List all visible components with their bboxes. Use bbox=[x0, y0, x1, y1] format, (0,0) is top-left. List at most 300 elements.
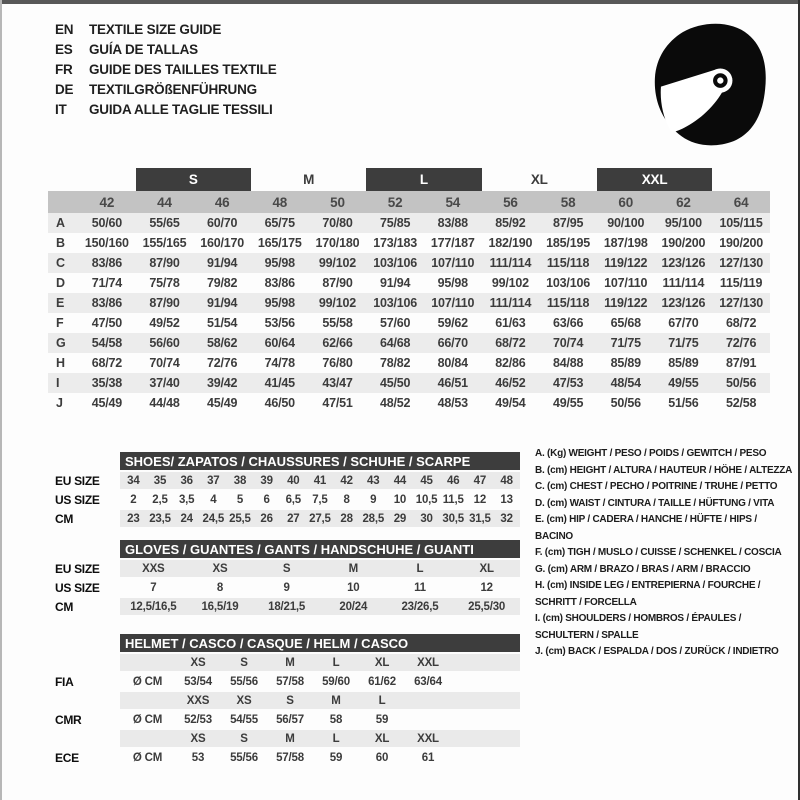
table-cell bbox=[451, 749, 520, 766]
table-row bbox=[48, 673, 520, 690]
language-code: DE bbox=[55, 82, 74, 97]
table-cell: 105/115 bbox=[719, 216, 763, 230]
table-cell: 48/52 bbox=[379, 396, 411, 410]
table-cell: 48/54 bbox=[610, 376, 641, 390]
table-cell: 9 bbox=[283, 581, 290, 594]
table-cell: 84/88 bbox=[552, 356, 584, 370]
table-cell: 58/62 bbox=[207, 336, 238, 350]
table-cell: 66/70 bbox=[437, 336, 468, 350]
language-row-de bbox=[55, 80, 277, 100]
table-cell: 11,5 bbox=[442, 493, 464, 506]
table-cell: 10 bbox=[347, 581, 360, 594]
table-cell: 53 bbox=[191, 751, 205, 764]
table-cell: 99/102 bbox=[491, 276, 529, 290]
table-cell: 103/106 bbox=[546, 276, 590, 290]
table-cell: 58 bbox=[329, 713, 343, 726]
table-cell: 70/74 bbox=[552, 336, 584, 350]
table-cell: 55/56 bbox=[230, 751, 258, 764]
table-cell: 103/106 bbox=[373, 256, 417, 270]
table-cell: 68/72 bbox=[495, 336, 526, 350]
table-cell: L bbox=[366, 168, 481, 191]
table-cell: 45/49 bbox=[91, 396, 122, 410]
table-cell: 32 bbox=[493, 510, 520, 527]
table-cell: XS bbox=[175, 730, 221, 747]
table-cell: 41/45 bbox=[264, 376, 295, 390]
table-cell: 48 bbox=[272, 194, 288, 210]
table-cell bbox=[48, 540, 120, 558]
table-cell: 31,5 bbox=[467, 510, 494, 527]
table-cell: XL bbox=[453, 560, 520, 577]
table-cell: 37 bbox=[200, 472, 227, 489]
page-border-left bbox=[0, 0, 2, 800]
table-cell: H bbox=[56, 356, 65, 370]
table-cell: M bbox=[267, 730, 313, 747]
table-cell: 60/70 bbox=[207, 216, 238, 230]
table-cell: 20/24 bbox=[320, 598, 387, 615]
table-cell: 47 bbox=[467, 472, 494, 489]
table-cell bbox=[712, 168, 770, 191]
table-cell: XL bbox=[359, 730, 405, 747]
table-cell: 44 bbox=[157, 194, 172, 210]
table-cell: 76/80 bbox=[322, 356, 353, 370]
legend-item: G. (cm) ARM / BRAZO / BRAS / ARM / BRACCIO bbox=[535, 563, 751, 575]
table-cell: 47/51 bbox=[322, 396, 353, 410]
table-cell: XXL bbox=[405, 654, 451, 671]
table-cell: 87/95 bbox=[552, 216, 584, 230]
table-cell: 6 bbox=[263, 493, 270, 506]
main-size-table bbox=[48, 168, 770, 413]
table-cell: US SIZE bbox=[55, 580, 100, 595]
table-cell: XXL bbox=[597, 168, 712, 191]
table-cell bbox=[48, 168, 136, 191]
table-cell: S bbox=[221, 654, 267, 671]
table-cell: 45 bbox=[413, 472, 440, 489]
table-cell: 54/55 bbox=[230, 713, 258, 726]
table-row bbox=[48, 560, 520, 577]
table-cell: 59 bbox=[329, 751, 343, 764]
shoes-size-table bbox=[48, 450, 520, 529]
table-row bbox=[48, 472, 520, 489]
table-cell: 38 bbox=[227, 472, 254, 489]
table-cell: 119/122 bbox=[604, 256, 648, 270]
table-cell: 30 bbox=[413, 510, 440, 527]
helmet-size-table bbox=[48, 632, 520, 768]
table-cell bbox=[120, 692, 175, 709]
table-cell: 3,5 bbox=[178, 493, 195, 506]
table-cell: 25,5/30 bbox=[453, 598, 520, 615]
table-cell: CM bbox=[55, 599, 74, 614]
table-cell: 35/38 bbox=[91, 376, 122, 390]
table-cell: 190/200 bbox=[661, 236, 706, 250]
table-cell: S bbox=[253, 560, 320, 577]
table-cell: 48/53 bbox=[437, 396, 468, 410]
table-cell: 57/58 bbox=[276, 751, 304, 764]
table-cell: CMR bbox=[55, 712, 82, 727]
table-row bbox=[48, 213, 770, 233]
table-cell: 190/200 bbox=[719, 236, 763, 250]
table-cell: 95/100 bbox=[664, 216, 702, 230]
table-cell bbox=[48, 654, 120, 671]
table-row bbox=[48, 353, 770, 373]
table-cell: 57/58 bbox=[276, 675, 304, 688]
table-cell: 85/89 bbox=[668, 356, 699, 370]
table-cell: 55/65 bbox=[149, 216, 180, 230]
table-cell: 54/58 bbox=[91, 336, 122, 350]
table-cell: 79/82 bbox=[207, 276, 238, 290]
table-cell: M bbox=[320, 560, 387, 577]
table-cell: 50/56 bbox=[610, 396, 641, 410]
table-cell: 48 bbox=[493, 472, 520, 489]
table-cell: 111/114 bbox=[489, 296, 532, 310]
legend-item: C. (cm) CHEST / PECHO / POITRINE / TRUHE / PETTO bbox=[535, 481, 778, 492]
table-cell: 71/75 bbox=[668, 336, 699, 350]
table-cell: 78/82 bbox=[379, 356, 411, 370]
table-cell: 40 bbox=[280, 472, 307, 489]
table-cell: 123/126 bbox=[661, 296, 706, 310]
table-cell: 53/56 bbox=[264, 316, 295, 330]
table-cell: 39/42 bbox=[207, 376, 238, 390]
table-cell: 49/55 bbox=[668, 376, 699, 390]
table-cell: 46/52 bbox=[495, 376, 526, 390]
language-title: TEXTILE SIZE GUIDE bbox=[89, 22, 222, 37]
table-cell: 46 bbox=[214, 194, 230, 210]
table-cell: XXL bbox=[405, 730, 451, 747]
table-cell: 68/72 bbox=[725, 316, 757, 330]
table-cell: GLOVES / GUANTES / GANTS / HANDSCHUHE / GUANTI bbox=[120, 540, 520, 558]
table-cell bbox=[405, 711, 451, 728]
table-cell: 64 bbox=[733, 194, 749, 210]
table-cell: 44/48 bbox=[149, 396, 180, 410]
table-cell bbox=[451, 654, 520, 671]
table-cell: 173/183 bbox=[373, 236, 417, 250]
language-title: GUÍA DE TALLAS bbox=[89, 42, 198, 57]
table-cell: 177/187 bbox=[430, 236, 475, 250]
table-cell bbox=[405, 692, 451, 709]
table-cell bbox=[48, 452, 120, 470]
table-cell: L bbox=[387, 560, 454, 577]
table-cell: 45/49 bbox=[207, 396, 238, 410]
table-cell: 95/98 bbox=[264, 296, 295, 310]
table-cell: 107/110 bbox=[604, 276, 648, 290]
language-row-en bbox=[55, 20, 277, 40]
table-cell: 60/64 bbox=[264, 336, 295, 350]
table-cell: 91/94 bbox=[207, 256, 238, 270]
measurement-legend bbox=[535, 446, 793, 661]
table-cell: 5 bbox=[236, 493, 244, 506]
table-cell: 42 bbox=[333, 472, 360, 489]
table-cell: 41 bbox=[307, 472, 334, 489]
table-row bbox=[48, 168, 770, 191]
table-cell: 87/91 bbox=[725, 356, 757, 370]
table-cell: Ø CM bbox=[132, 675, 163, 688]
table-cell: 47/53 bbox=[552, 376, 584, 390]
table-cell: 18/21,5 bbox=[253, 598, 320, 615]
table-cell: 83/86 bbox=[264, 276, 295, 290]
table-cell: 2,5 bbox=[152, 493, 168, 506]
table-cell: 62/66 bbox=[322, 336, 353, 350]
table-cell: 107/110 bbox=[431, 296, 475, 310]
table-cell: M bbox=[267, 654, 313, 671]
table-cell: 49/52 bbox=[149, 316, 180, 330]
table-cell: 23,5 bbox=[147, 510, 174, 527]
table-cell: US SIZE bbox=[55, 492, 100, 507]
table-row bbox=[48, 191, 770, 213]
table-row bbox=[48, 579, 520, 596]
table-row bbox=[48, 510, 520, 527]
table-cell: 111/114 bbox=[662, 276, 705, 290]
table-cell: 68/72 bbox=[91, 356, 122, 370]
language-row-it bbox=[55, 100, 277, 120]
table-row bbox=[48, 730, 520, 747]
table-cell: 75/78 bbox=[149, 276, 180, 290]
table-cell: E bbox=[56, 296, 65, 310]
table-cell: XL bbox=[530, 172, 548, 187]
table-row bbox=[48, 452, 520, 470]
table-cell: 43 bbox=[360, 472, 387, 489]
table-cell: 64/68 bbox=[379, 336, 411, 350]
table-cell: 99/102 bbox=[318, 256, 356, 270]
table-cell: Ø CM bbox=[132, 713, 163, 726]
table-cell: 46/51 bbox=[437, 376, 468, 390]
legend-item: B. (cm) HEIGHT / ALTURA / HAUTEUR / HÖHE / ALTEZZA bbox=[535, 464, 793, 476]
table-cell: 58 bbox=[560, 194, 576, 210]
language-code: ES bbox=[55, 42, 73, 57]
table-row bbox=[48, 313, 770, 333]
table-row bbox=[48, 749, 520, 766]
table-cell: 26 bbox=[253, 510, 280, 527]
table-cell: XL bbox=[359, 654, 405, 671]
table-cell: A bbox=[56, 216, 65, 230]
table-cell: 52/58 bbox=[725, 396, 757, 410]
table-cell bbox=[451, 692, 520, 709]
legend-item: E. (cm) HIP / CADERA / HANCHE / HÜFTE / HIPS / BACINO bbox=[535, 514, 757, 542]
table-cell: 34 bbox=[120, 472, 147, 489]
table-cell: 7,5 bbox=[312, 493, 328, 506]
table-cell: S bbox=[267, 692, 313, 709]
table-row bbox=[48, 273, 770, 293]
table-cell: 27 bbox=[280, 510, 307, 527]
table-cell: C bbox=[56, 256, 65, 270]
table-cell: 91/94 bbox=[379, 276, 411, 290]
table-cell: 107/110 bbox=[431, 256, 475, 270]
table-cell bbox=[451, 730, 520, 747]
table-cell: 52 bbox=[387, 194, 403, 210]
table-cell: 46 bbox=[440, 472, 467, 489]
table-cell: 85/89 bbox=[610, 356, 641, 370]
table-cell: L bbox=[313, 730, 359, 747]
table-cell: 53/54 bbox=[184, 675, 212, 688]
table-cell: J bbox=[56, 396, 63, 410]
table-cell: 51/56 bbox=[668, 396, 699, 410]
table-row bbox=[48, 253, 770, 273]
table-cell: 8 bbox=[216, 581, 224, 594]
table-cell: 50 bbox=[330, 194, 345, 210]
table-cell: 57/60 bbox=[379, 316, 411, 330]
table-row bbox=[48, 692, 520, 709]
table-cell: 115/119 bbox=[719, 276, 763, 290]
table-cell bbox=[48, 191, 78, 213]
table-cell: 61/62 bbox=[368, 675, 396, 688]
table-cell bbox=[451, 711, 520, 728]
table-cell: CM bbox=[55, 511, 74, 526]
table-cell: 70/80 bbox=[322, 216, 353, 230]
table-cell: 50/60 bbox=[91, 216, 122, 230]
table-cell: 103/106 bbox=[373, 296, 417, 310]
table-cell: 115/118 bbox=[546, 296, 590, 310]
table-cell: 12 bbox=[480, 581, 493, 594]
table-cell: 62 bbox=[676, 194, 691, 210]
legend-item: J. (cm) BACK / ESPALDA / DOS / ZURÜCK / INDIETRO bbox=[535, 646, 779, 657]
table-cell: 99/102 bbox=[318, 296, 356, 310]
racing-helmet-icon bbox=[646, 20, 768, 146]
table-row bbox=[48, 491, 520, 508]
table-cell: S bbox=[221, 730, 267, 747]
table-cell: 65/68 bbox=[610, 316, 641, 330]
table-cell: 27,5 bbox=[307, 510, 334, 527]
table-cell: XS bbox=[175, 654, 221, 671]
table-cell: 23/26,5 bbox=[387, 598, 454, 615]
table-cell: EU SIZE bbox=[55, 473, 100, 488]
table-cell: 56 bbox=[503, 194, 518, 210]
table-cell: 123/126 bbox=[661, 256, 706, 270]
table-cell: 82/86 bbox=[495, 356, 526, 370]
table-row bbox=[48, 293, 770, 313]
table-cell: 59/62 bbox=[437, 316, 468, 330]
table-cell: 54 bbox=[445, 194, 461, 210]
table-cell: 44 bbox=[387, 472, 414, 489]
legend-item: A. (Kg) WEIGHT / PESO / POIDS / GEWITCH / PESO bbox=[535, 448, 767, 459]
table-cell: XS bbox=[187, 560, 254, 577]
table-cell: 59/60 bbox=[322, 675, 350, 688]
table-cell: 51/54 bbox=[207, 316, 238, 330]
table-cell: 83/86 bbox=[91, 256, 122, 270]
table-cell bbox=[120, 654, 175, 671]
legend-item: D. (cm) WAIST / CINTURA / TAILLE / HÜFTUNG / VITA bbox=[535, 497, 775, 509]
table-cell bbox=[48, 730, 120, 747]
table-cell: 75/85 bbox=[379, 216, 411, 230]
table-cell bbox=[451, 673, 520, 690]
table-cell: 7 bbox=[150, 581, 157, 594]
table-row bbox=[48, 540, 520, 558]
table-cell: B bbox=[56, 236, 65, 250]
table-cell: 49/55 bbox=[552, 396, 584, 410]
table-cell: 160/170 bbox=[200, 236, 245, 250]
table-cell: 165/175 bbox=[257, 236, 302, 250]
table-cell: 28,5 bbox=[360, 510, 387, 527]
table-cell: 90/100 bbox=[607, 216, 645, 230]
language-title: TEXTILGRÖßENFÜHRUNG bbox=[89, 82, 257, 97]
table-cell: 30,5 bbox=[440, 510, 467, 527]
table-cell: HELMET / CASCO / CASQUE / HELM / CASCO bbox=[120, 634, 520, 652]
table-cell: 127/130 bbox=[719, 256, 763, 270]
legend-item: H. (cm) INSIDE LEG / ENTREPIERNA / FOURCHE / SCHRITT / FORCELLA bbox=[535, 580, 761, 608]
table-cell: L bbox=[359, 692, 405, 709]
table-cell: 43/47 bbox=[322, 376, 353, 390]
table-row bbox=[48, 333, 770, 353]
language-code: IT bbox=[55, 102, 67, 117]
table-row bbox=[48, 373, 770, 393]
table-cell: 6,5 bbox=[285, 493, 301, 506]
table-cell: 111/114 bbox=[489, 256, 532, 270]
table-cell: 63/64 bbox=[414, 675, 442, 688]
table-cell: 52/53 bbox=[184, 713, 212, 726]
table-cell bbox=[48, 634, 120, 652]
table-cell bbox=[48, 692, 120, 709]
table-cell: 46/50 bbox=[264, 396, 295, 410]
table-cell: 9 bbox=[370, 493, 377, 506]
table-cell: 36 bbox=[173, 472, 200, 489]
table-row bbox=[48, 634, 520, 652]
table-cell: 12 bbox=[473, 493, 487, 506]
table-cell: 11 bbox=[414, 581, 426, 594]
table-cell: 80/84 bbox=[437, 356, 468, 370]
table-cell: 71/74 bbox=[91, 276, 122, 290]
table-cell: EU SIZE bbox=[55, 561, 100, 576]
table-cell: 10 bbox=[393, 493, 407, 506]
table-cell: 37/40 bbox=[149, 376, 180, 390]
table-cell: 55/56 bbox=[230, 675, 258, 688]
table-cell: 74/78 bbox=[264, 356, 295, 370]
legend-item: F. (cm) TIGH / MUSLO / CUISSE / SCHENKEL / COSCIA bbox=[535, 547, 782, 558]
table-cell: 185/195 bbox=[546, 236, 590, 250]
table-row bbox=[48, 393, 770, 413]
table-row bbox=[48, 711, 520, 728]
table-cell: 127/130 bbox=[719, 296, 763, 310]
table-cell: L bbox=[313, 654, 359, 671]
table-cell: 95/98 bbox=[437, 276, 468, 290]
table-cell: 60 bbox=[618, 194, 634, 210]
table-cell: 63/66 bbox=[552, 316, 584, 330]
language-code: EN bbox=[55, 22, 74, 37]
table-cell: 95/98 bbox=[264, 256, 295, 270]
table-cell: 65/75 bbox=[264, 216, 295, 230]
table-cell: 13 bbox=[500, 493, 513, 506]
table-cell: 56/57 bbox=[276, 713, 304, 726]
table-cell: 115/118 bbox=[546, 256, 590, 270]
table-cell: 70/74 bbox=[149, 356, 180, 370]
table-cell: 12,5/16,5 bbox=[120, 598, 187, 615]
table-cell: 87/90 bbox=[322, 276, 353, 290]
table-cell: 59 bbox=[375, 713, 389, 726]
table-row bbox=[48, 654, 520, 671]
table-cell: XS bbox=[221, 692, 267, 709]
page-border-top bbox=[0, 0, 800, 4]
table-cell: M bbox=[303, 172, 315, 187]
table-cell: 72/76 bbox=[725, 336, 757, 350]
table-cell: 10,5 bbox=[415, 493, 438, 506]
table-cell: 25,5 bbox=[227, 510, 254, 527]
language-title: GUIDA ALLE TAGLIE TESSILI bbox=[89, 102, 273, 117]
table-cell: F bbox=[56, 316, 64, 330]
table-cell: 4 bbox=[210, 493, 217, 506]
table-cell: 85/92 bbox=[495, 216, 526, 230]
table-cell: 28 bbox=[333, 510, 360, 527]
language-row-fr bbox=[55, 60, 277, 80]
table-cell: 87/90 bbox=[149, 296, 180, 310]
table-cell: XXS bbox=[120, 560, 187, 577]
table-cell: 170/180 bbox=[315, 236, 360, 250]
table-cell: Ø CM bbox=[132, 751, 163, 764]
table-cell: 23 bbox=[120, 510, 147, 527]
table-cell: 60 bbox=[375, 751, 389, 764]
table-cell: 187/198 bbox=[603, 236, 648, 250]
table-cell: 47/50 bbox=[91, 316, 122, 330]
table-cell: 39 bbox=[253, 472, 280, 489]
table-cell: 83/86 bbox=[91, 296, 122, 310]
language-row-es bbox=[55, 40, 277, 60]
table-cell: 155/165 bbox=[142, 236, 187, 250]
table-cell: 150/160 bbox=[84, 236, 129, 250]
